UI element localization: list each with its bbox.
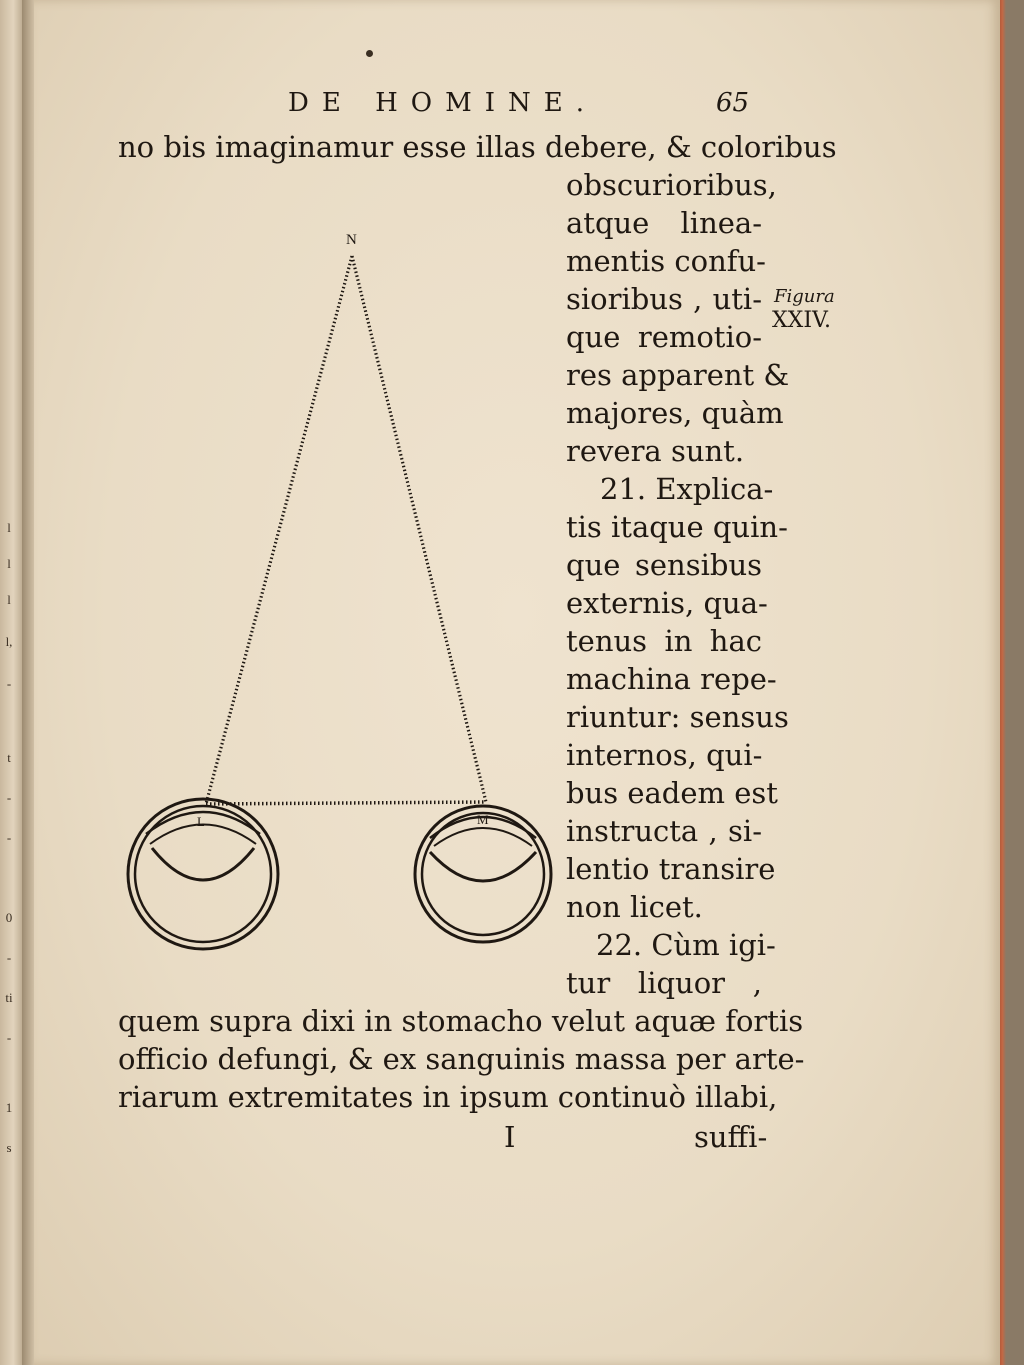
text-line: 21. Explica- [600, 472, 774, 506]
margin-mark: - [6, 676, 12, 691]
text-line: tur liquor , [566, 966, 762, 1000]
text-line: que sensibus [566, 548, 762, 582]
margin-mark: 0 [5, 910, 13, 925]
point-label-m: M [477, 812, 489, 827]
margin-mark: 1 [5, 1100, 13, 1115]
text-line: no bis imaginamur esse illas debere, & coloribus [118, 130, 837, 164]
figure-number: XXIV. [772, 308, 832, 333]
text-line: res apparent & [566, 358, 790, 392]
margin-mark: t [7, 750, 11, 765]
text-line: riuntur: sensus [566, 700, 789, 734]
text-line: machina repe- [566, 662, 777, 696]
text-line: majores, quàm [566, 396, 784, 430]
text-line: riarum extremitates in ipsum continuò illabi, [118, 1080, 778, 1114]
text-line: sioribus , uti- [566, 282, 762, 316]
sight-line-right [352, 256, 486, 802]
signature-mark: I [504, 1120, 516, 1154]
text-line: obscurioribus, [566, 168, 777, 202]
text-line: quem supra dixi in stomacho velut aquæ fortis [118, 1004, 804, 1038]
text-line: tenus in hac [566, 624, 762, 658]
margin-mark: l [7, 592, 11, 607]
margin-mark: s [6, 1140, 12, 1155]
text-line: tis itaque quin- [566, 510, 788, 544]
text-line: lentio transire [566, 852, 776, 886]
text-line: atque linea- [566, 206, 762, 240]
margin-mark: l [7, 556, 11, 571]
running-head: DE HOMINE. [288, 88, 597, 118]
margin-mark: - [6, 1030, 12, 1045]
text-line: mentis confu- [566, 244, 766, 278]
text-line: 22. Cùm igi- [596, 928, 776, 962]
sight-line-left [206, 256, 352, 804]
margin-mark: - [6, 790, 12, 805]
text-line: que remotio- [566, 320, 762, 354]
margin-mark: ti [5, 990, 13, 1005]
page-number: 65 [716, 88, 750, 118]
text-line: officio defungi, & ex sanguinis massa per arte- [118, 1042, 805, 1076]
margin-mark: - [6, 830, 12, 845]
point-label-n: N [346, 232, 357, 248]
baseline [206, 802, 486, 804]
margin-mark: l, [5, 634, 13, 649]
catchword: suffi- [694, 1120, 768, 1154]
point-label-l: L [197, 814, 205, 829]
text-line: revera sunt. [566, 434, 745, 468]
text-line: externis, qua- [566, 586, 768, 620]
text-line: internos, qui- [566, 738, 763, 772]
margin-mark: - [6, 950, 12, 965]
margin-mark: l [7, 520, 11, 535]
text-line: non licet. [566, 890, 703, 924]
figure-label: Figura [774, 286, 835, 307]
text-line: instructa , si- [566, 814, 762, 848]
text-line: bus eadem est [566, 776, 778, 810]
